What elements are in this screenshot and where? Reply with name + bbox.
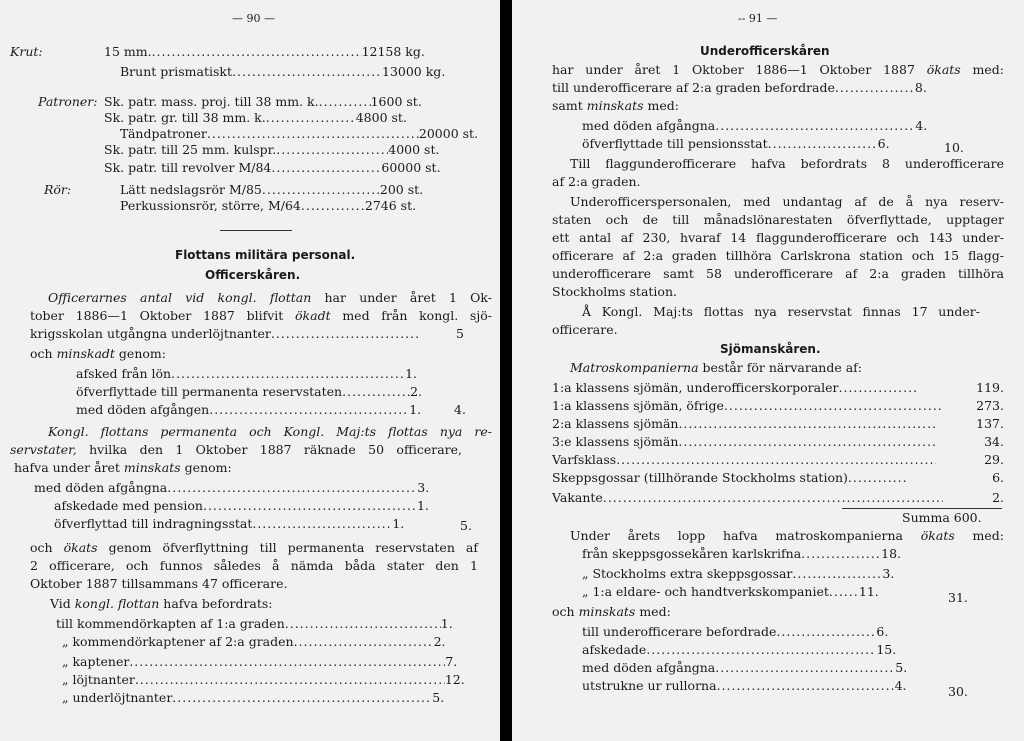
list-item: 2:a klassens sjömän..... 137. — [552, 416, 1004, 432]
left-page — [0, 0, 500, 741]
paragraph-line: Till flaggunderofficerare hafva befordrats 8 underofficerare — [570, 156, 1004, 171]
list-item: med döden afgångna..... 5. — [582, 660, 907, 676]
paragraph-line: Kongl. flottans permanenta och Kongl. Maj:ts flottas nya re- — [48, 424, 492, 439]
total: 5. — [460, 518, 472, 533]
list-item: „ löjtnanter..... 12. — [62, 672, 465, 688]
paragraph-line: Å Kongl. Maj:ts flottas nya reservstat finnas 17 under- — [582, 304, 980, 319]
list-item: Brunt prismatiskt..... 13000 kg. — [120, 64, 445, 80]
list-item: afsked från lön..... 1. — [76, 366, 417, 382]
list-item: från skeppsgossekåren karlskrifna..... 18. — [582, 546, 901, 562]
list-item: Tändpatroner..... 20000 st. — [120, 126, 478, 142]
list-item: med döden afgångna..... 4. — [582, 118, 927, 134]
list-item: öfverflyttade till pensionsstat..... 6. — [582, 136, 890, 152]
paragraph-line: Underofficerspersonalen, med undantag af de å nya reserv- — [570, 194, 1004, 209]
paragraph-line: officerare af 2:a graden tillhöra Carlskrona station och 15 flagg- — [552, 248, 1004, 263]
list-item: „ Stockholms extra skeppsgossar..... 3. — [582, 566, 894, 582]
paragraph-line: officerare. — [552, 322, 618, 337]
ror-label: Rör: — [44, 182, 72, 197]
divider — [842, 508, 1002, 509]
paragraph-line: af 2:a graden. — [552, 174, 641, 189]
list-item: öfverflyttade till permanenta reservstaten..... 2. — [76, 384, 422, 400]
list-item: 1:a klassens sjömän, öfrige..... 273. — [552, 398, 1004, 414]
patroner-label: Patroner: — [38, 94, 98, 109]
paragraph-line: hafva under året minskats genom: — [14, 460, 232, 475]
paragraph-line: till underofficerare af 2:a graden befordrade..... 8. — [552, 80, 927, 96]
paragraph-line: Vid kongl. flottan hafva befordrats: — [50, 596, 273, 611]
total: 10. — [944, 140, 964, 155]
list-item: „ kommendörkaptener af 2:a graden..... 2. — [62, 634, 446, 650]
paragraph-line: Oktober 1887 tillsammans 47 officerare. — [30, 576, 288, 591]
section-heading: Flottans militära personal. — [175, 248, 356, 262]
paragraph-line: 2 officerare, och funnos således å nämda båda stater den 1 — [30, 558, 478, 573]
page-number: — 90 — — [232, 12, 275, 25]
list-item: Sk. patr. gr. till 38 mm. k...... 4800 st. — [104, 110, 407, 126]
paragraph-line: har under året 1 Oktober 1886—1 Oktober 1887 ökats med: — [552, 62, 1005, 77]
list-item: öfverflyttad till indragningsstat..... 1. — [54, 516, 404, 532]
list-item: „ underlöjtnanter..... 5. — [62, 690, 444, 706]
total: 31. — [948, 590, 968, 605]
paragraph-line: Matroskompanierna består för närvarande af: — [570, 360, 862, 375]
list-item: till underofficerare befordrade..... 6. — [582, 624, 888, 640]
list-item: med döden afgången..... 1. — [76, 402, 421, 418]
section-heading: Officerskåren. — [205, 268, 301, 282]
list-item: Perkussionsrör, större, M/64..... 2746 st. — [120, 198, 416, 214]
paragraph-line: Stockholms station. — [552, 284, 677, 299]
list-item: 3:e klassens sjömän..... 34. — [552, 434, 1004, 450]
section-heading: Sjömanskåren. — [720, 342, 821, 356]
right-page — [512, 0, 1024, 741]
list-item: Sk. patr. till 25 mm. kulspr...... 4000 st. — [104, 142, 439, 158]
total: 30. — [948, 684, 968, 699]
list-item: till kommendörkapten af 1:a graden..... 1. — [56, 616, 453, 632]
list-item: 15 mm...... 12158 kg. — [104, 44, 425, 60]
paragraph-line: och minskats med: — [552, 604, 671, 619]
list-item: med döden afgångna..... 3. — [34, 480, 429, 496]
paragraph-line: krigsskolan utgångna underlöjtnanter..... — [30, 326, 421, 342]
list-item: Lätt nedslagsrör M/85..... 200 st. — [120, 182, 423, 198]
list-item: Skeppsgossar (tillhörande Stockholms station)..... 6. — [552, 470, 1004, 486]
book-gutter — [500, 0, 512, 741]
paragraph-line: och ökats genom öfverflyttning till permanenta reservstaten af — [30, 540, 478, 555]
list-item: Vakante..... 2. — [552, 490, 1004, 506]
list-item: „ kaptener..... 7. — [62, 654, 457, 670]
paragraph-line: och minskadt genom: — [30, 346, 166, 361]
list-item: afskedade med pension..... 1. — [54, 498, 429, 514]
value: 5 — [456, 326, 464, 341]
list-item: afskedade..... 15. — [582, 642, 896, 658]
page-number: -- 91 — — [738, 12, 778, 25]
list-item: Varfsklass..... 29. — [552, 452, 1004, 468]
krut-label: Krut: — [10, 44, 43, 59]
paragraph-line: Officerarnes antal vid kongl. flottan har under året 1 Ok- — [48, 290, 492, 305]
total: 4. — [454, 402, 466, 417]
paragraph-line: samt minskats med: — [552, 98, 679, 113]
list-item: Sk. patr. till revolver M/84..... 60000 st. — [104, 160, 441, 176]
list-item: Sk. patr. mass. proj. till 38 mm. k...... 1600 st. — [104, 94, 422, 110]
list-item: utstrukne ur rullorna..... 4. — [582, 678, 907, 694]
divider — [220, 230, 292, 231]
paragraph-line: tober 1886—1 Oktober 1887 blifvit ökadt med från kongl. sjö- — [30, 308, 492, 323]
paragraph-line: ett antal af 230, hvaraf 14 flaggunderofficerare och 143 under- — [552, 230, 1004, 245]
paragraph-line: staten och de till månadslönarestaten öfverflyttade, upptager — [552, 212, 1004, 227]
paragraph-line: underofficerare samt 58 underofficerare af 2:a graden tillhöra — [552, 266, 1004, 281]
paragraph-line: Under årets lopp hafva matroskompanierna ökats med: — [570, 528, 1004, 543]
section-heading: Underofficerskåren — [700, 44, 830, 58]
paragraph-line: servstater, hvilka den 1 Oktober 1887 räknade 50 officerare, — [10, 442, 463, 457]
summa: Summa 600. — [902, 510, 982, 525]
list-item: „ 1:a eldare- och handtverkskompaniet..... 11. — [582, 584, 879, 600]
list-item: 1:a klassens sjömän, underofficerskorporaler..... 119. — [552, 380, 1004, 396]
